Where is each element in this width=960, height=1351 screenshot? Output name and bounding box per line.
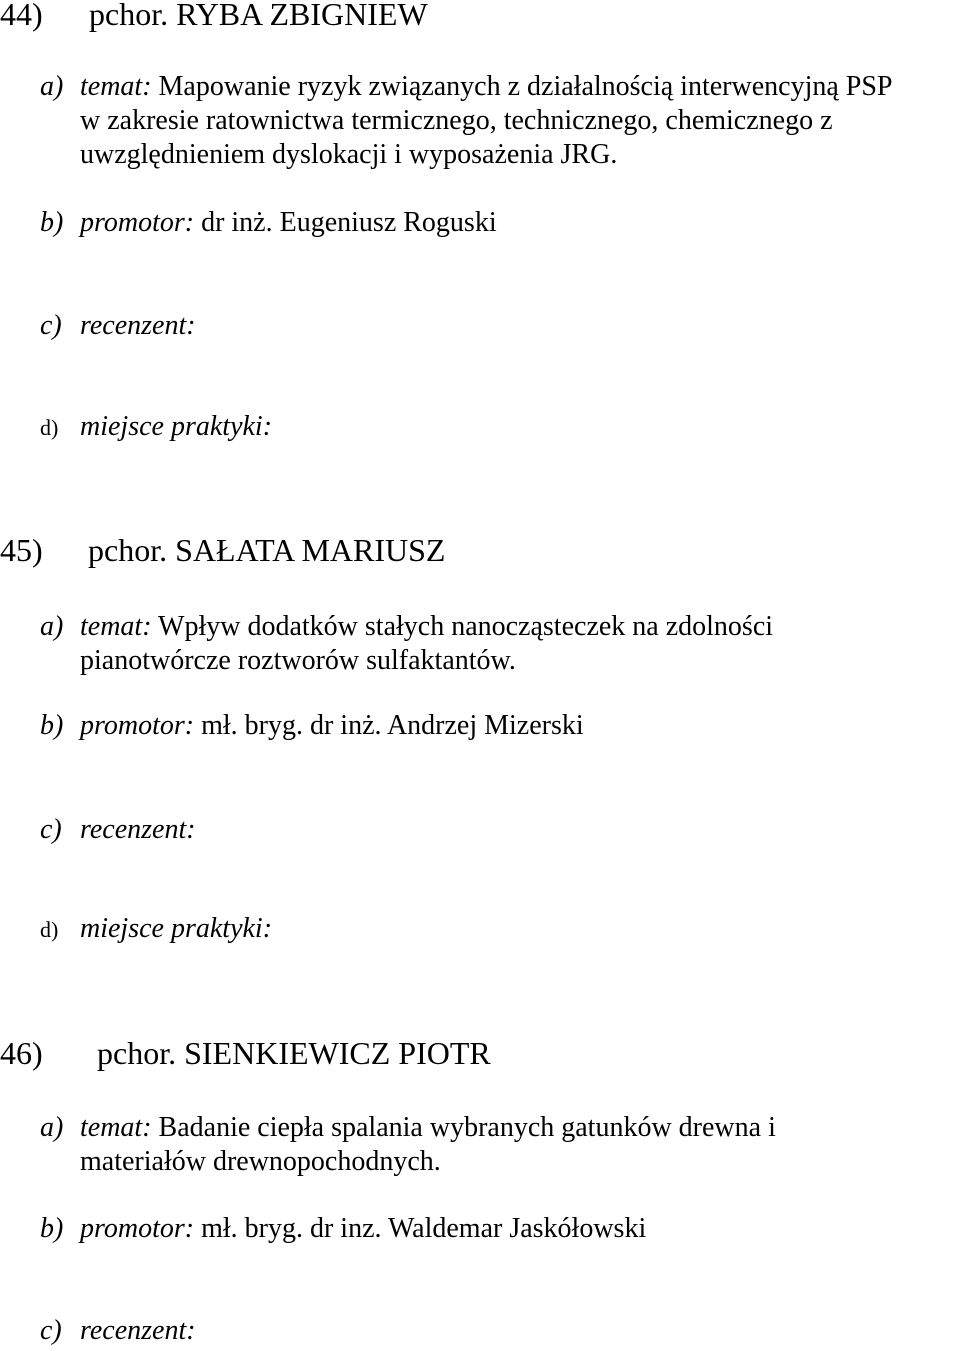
promotor-line [0, 1212, 646, 1246]
temat-continuation: uwzględnieniem dyslokacji i wyposażenia JRG. [80, 139, 618, 170]
temat-text: Badanie ciepła spalania wybranych gatunków drewna i [158, 1112, 776, 1143]
miejsce-line [0, 410, 272, 445]
miejsce-label: miejsce praktyki: [80, 913, 273, 944]
temat-letter: a) [40, 71, 64, 102]
entry-number: 45) [0, 532, 43, 568]
temat-letter: a) [40, 1112, 64, 1143]
promotor-label: promotor: [80, 1213, 195, 1244]
miejsce-letter: d) [40, 917, 59, 942]
promotor-label: promotor: [80, 207, 195, 238]
promotor-line [0, 206, 497, 240]
promotor-letter: b) [40, 1213, 64, 1244]
recenzent-letter: c) [40, 310, 62, 341]
recenzent-label: recenzent: [80, 1315, 196, 1346]
promotor-letter: b) [40, 710, 64, 741]
temat-letter: a) [40, 611, 64, 642]
temat-continuation: materiałów drewnopochodnych. [80, 1146, 441, 1177]
temat-continuation: w zakresie ratownictwa termicznego, technicznego, chemicznego z [80, 105, 833, 136]
recenzent-letter: c) [40, 1315, 62, 1346]
recenzent-letter: c) [40, 814, 62, 845]
miejsce-label: miejsce praktyki: [80, 411, 273, 442]
miejsce-letter: d) [40, 415, 59, 440]
temat-label: temat: [80, 1112, 152, 1143]
promotor-line [0, 709, 584, 743]
recenzent-line [0, 813, 196, 847]
temat-label: temat: [80, 611, 152, 642]
promotor-label: promotor: [80, 710, 195, 741]
temat-label: temat: [80, 71, 152, 102]
promotor-value: mł. bryg. dr inż. Andrzej Mizerski [201, 710, 584, 741]
promotor-letter: b) [40, 207, 64, 238]
entry-name: pchor. RYBA ZBIGNIEW [89, 0, 428, 32]
temat-line [0, 1111, 776, 1145]
recenzent-label: recenzent: [80, 310, 196, 341]
entry-number: 46) [0, 1035, 43, 1071]
temat-line [0, 610, 773, 644]
recenzent-line [0, 1314, 196, 1348]
promotor-value: mł. bryg. dr inz. Waldemar Jaskółowski [201, 1213, 647, 1244]
promotor-value: dr inż. Eugeniusz Roguski [201, 207, 497, 238]
temat-line [0, 70, 893, 104]
temat-text: Wpływ dodatków stałych nanocząsteczek na zdolności [158, 611, 774, 642]
entry-name: pchor. SAŁATA MARIUSZ [88, 532, 446, 568]
miejsce-line [0, 912, 272, 947]
recenzent-label: recenzent: [80, 814, 196, 845]
temat-continuation: pianotwórcze roztworów sulfaktantów. [80, 645, 516, 676]
entry-number: 44) [0, 0, 43, 32]
temat-text: Mapowanie ryzyk związanych z działalnością interwencyjną PSP [158, 71, 893, 102]
recenzent-line [0, 309, 196, 343]
entry-name: pchor. SIENKIEWICZ PIOTR [97, 1035, 491, 1071]
